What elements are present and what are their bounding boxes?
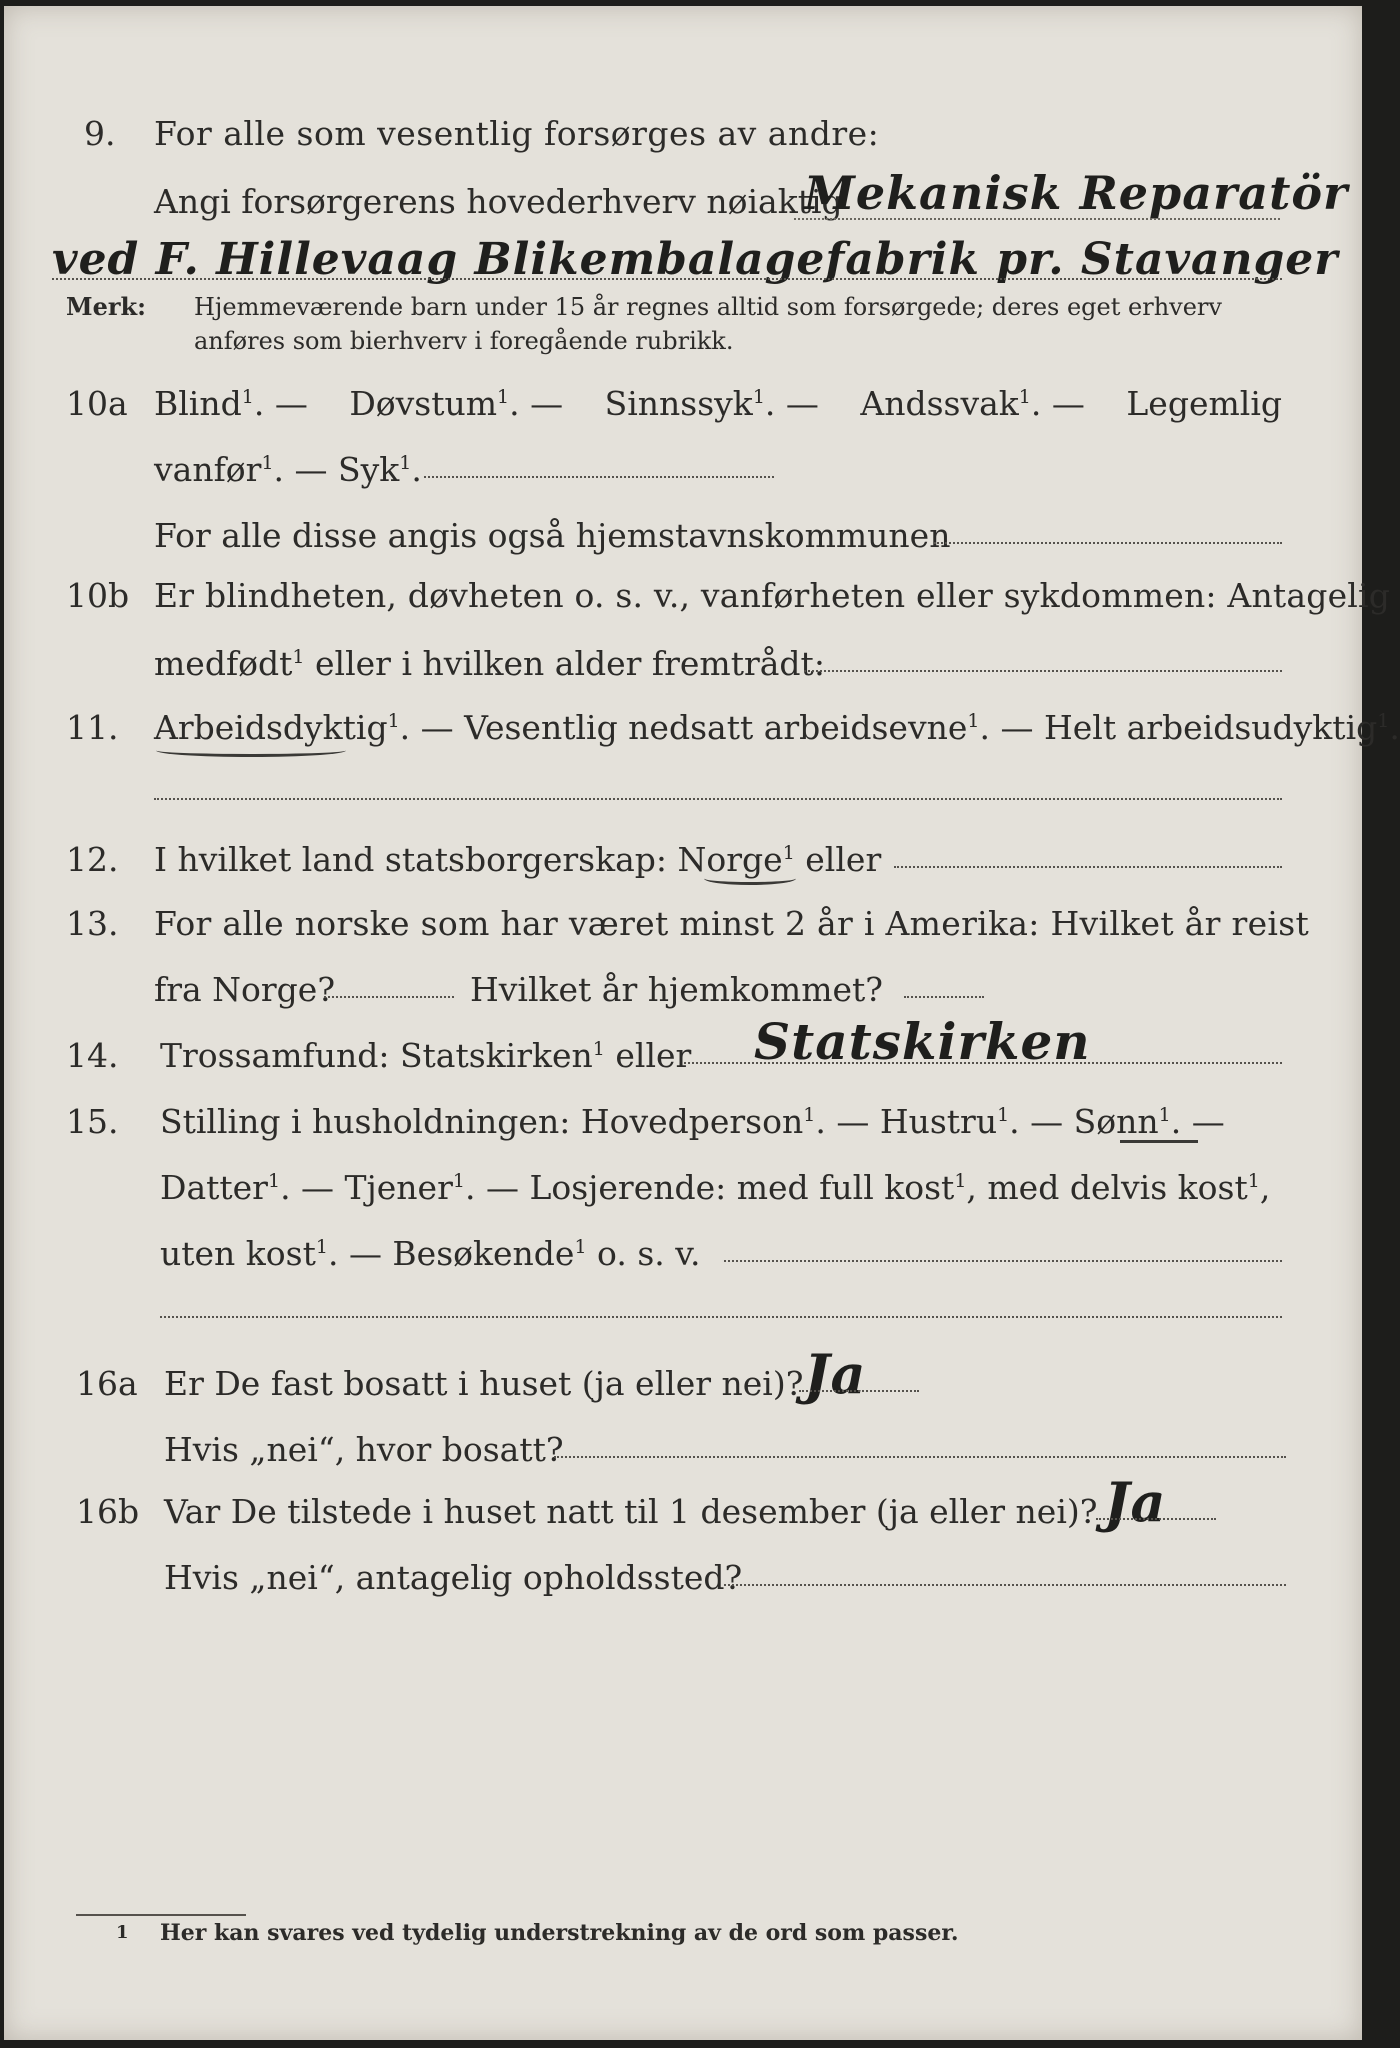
q15-number: 15.	[66, 1102, 119, 1141]
q15-delvis: , med delvis kost	[966, 1168, 1248, 1207]
q10a-dovstum: Døvstum	[349, 384, 498, 423]
q15-sonn: — Sønn	[1030, 1102, 1159, 1141]
merk-line1: Hjemmeværende barn under 15 år regnes alltid som forsørgede; deres eget erhverv	[194, 293, 1222, 321]
q14-line: Trossamfund: Statskirken$^1$ eller	[160, 1036, 692, 1075]
q16a-line2-rule	[554, 1456, 1286, 1458]
q14-eller: eller	[615, 1036, 692, 1075]
q9-number: 9.	[84, 114, 116, 153]
q15-line2: Datter$^1$. — Tjener$^1$. — Losjerende: med full kost$^1$, med delvis kost$^1$,	[160, 1168, 1271, 1207]
q9-answer-line1: Mekanisk Reparatör	[804, 166, 1349, 220]
q12-line: I hvilket land statsborgerskap: Norge$^1$ eller	[154, 840, 882, 879]
q13-reist-rule	[324, 996, 454, 998]
q12-eller: eller	[805, 840, 882, 879]
q15-hustru: — Hustru	[836, 1102, 998, 1141]
q16b-line2: Hvis „nei“, antagelig opholdssted?	[164, 1558, 743, 1597]
q15-line4-rule	[160, 1316, 1282, 1318]
q13-number: 13.	[66, 904, 119, 943]
q10a-line2: vanfør$^1$. — Syk$^1$.	[154, 450, 422, 489]
merk-label: Merk:	[66, 292, 146, 321]
footnote-rule	[76, 1914, 246, 1916]
q15-datter: Datter	[160, 1168, 268, 1207]
q16b-answer-rule	[1096, 1518, 1216, 1520]
q9-line1: For alle som vesentlig forsørges av andre:	[154, 114, 880, 153]
census-form-page	[4, 6, 1400, 2040]
q16a-number: 16a	[76, 1364, 138, 1403]
q10a-line3: For alle disse angis også hjemstavnskommunen	[154, 516, 951, 555]
q15-line1: Stilling i husholdningen: Hovedperson$^1$. — Hustru$^1$. — Sønn$^1$. —	[160, 1102, 1225, 1141]
q16a-line2: Hvis „nei“, hvor bosatt?	[164, 1430, 564, 1469]
q11-handwritten-underline	[156, 744, 346, 757]
q9-answer-line2-rule	[52, 278, 1282, 280]
q10a-line3-rule	[934, 542, 1282, 544]
q11-rule	[154, 798, 1282, 800]
q12-rule	[894, 866, 1282, 868]
q16b-answer: Ja	[1104, 1470, 1167, 1534]
q10a-syk-rule	[424, 476, 774, 478]
q12-handwritten-underline	[704, 872, 796, 885]
q10b-alder: eller i hvilken alder fremtrådt:	[315, 644, 825, 683]
q9-line2-label: Angi forsørgerens hovederhverv nøiaktig	[154, 182, 843, 221]
q14-rule	[684, 1062, 1282, 1064]
q15-line3-rule	[724, 1260, 1282, 1262]
q16a-answer: Ja	[804, 1342, 867, 1406]
q11-number: 11.	[66, 708, 119, 747]
q11-arbeidsdyktig: Arbeidsdyktig	[154, 708, 388, 747]
q13-hjemkommet-rule	[904, 996, 984, 998]
q13-line2a: fra Norge?	[154, 970, 336, 1009]
q10a-andssvak: Andssvak	[860, 384, 1019, 423]
q10a-sinnssyk: Sinnssyk	[604, 384, 753, 423]
q10a-number: 10a	[66, 384, 128, 423]
q15-besokende: — Besøkende	[348, 1234, 575, 1273]
q16b-line1: Var De tilstede i huset natt til 1 desember (ja eller nei)?	[164, 1492, 1098, 1531]
q15-losjerende: — Losjerende: med full kost	[485, 1168, 955, 1207]
q10a-legemlig: Legemlig	[1126, 384, 1282, 423]
q16a-line1: Er De fast bosatt i huset (ja eller nei)?	[164, 1364, 804, 1403]
q15-sonn-underline	[1120, 1140, 1198, 1143]
q9-answer-line2: ved F. Hillevaag Blikembalagefabrik pr. Stavanger	[52, 234, 1339, 285]
q9-answer-line1-rule	[794, 218, 1280, 220]
merk-line2: anføres som bierhverv i foregående rubrikk.	[194, 327, 734, 355]
q11-line: Arbeidsdyktig$^1$. — Vesentlig nedsatt arbeidsevne$^1$. — Helt arbeidsudyktig$^1$.	[154, 708, 1400, 747]
q10b-line1: Er blindheten, døvheten o. s. v., vanførheten eller sykdommen: Antagelig	[154, 576, 1391, 615]
q10b-line2-rule	[804, 670, 1282, 672]
q15-uten-kost: uten kost	[160, 1234, 316, 1273]
q10b-line2: medfødt$^1$ eller i hvilken alder fremtrådt:	[154, 644, 825, 683]
q10a-blind: Blind	[154, 384, 242, 423]
q14-number: 14.	[66, 1036, 119, 1075]
q12-label: I hvilket land statsborgerskap:	[154, 840, 668, 879]
q15-tjener: — Tjener	[301, 1168, 453, 1207]
q11-udyktig: — Helt arbeidsudyktig	[1000, 708, 1378, 747]
footnote-mark: 1	[116, 1922, 129, 1943]
q12-number: 12.	[66, 840, 119, 879]
q15-osv: o. s. v.	[597, 1234, 701, 1273]
q13-line2b: Hvilket år hjemkommet?	[470, 970, 883, 1009]
q15-hovedperson: Stilling i husholdningen: Hovedperson	[160, 1102, 804, 1141]
q10a-line1: Blind$^1$. — Døvstum$^1$. — Sinnssyk$^1$. — Andssvak$^1$. — Legemlig	[154, 384, 1282, 423]
q16a-answer-rule	[799, 1390, 919, 1392]
q10a-syk: Syk	[338, 450, 400, 489]
q13-line1: For alle norske som har været minst 2 år i Amerika: Hvilket år reist	[154, 904, 1310, 943]
q10a-vanfor: vanfør	[154, 450, 262, 489]
q11-nedsatt: — Vesentlig nedsatt arbeidsevne	[420, 708, 968, 747]
q15-line3: uten kost$^1$. — Besøkende$^1$ o. s. v.	[160, 1234, 701, 1273]
q12-norge: Norge	[677, 840, 783, 879]
q16b-number: 16b	[76, 1492, 140, 1531]
q14-label: Trossamfund: Statskirken	[160, 1036, 593, 1075]
q14-answer: Statskirken	[754, 1012, 1091, 1071]
q10b-number: 10b	[66, 576, 130, 615]
q10b-medfodt: medfødt	[154, 644, 293, 683]
q16b-line2-rule	[724, 1584, 1286, 1586]
footnote-text: Her kan svares ved tydelig understrekning av de ord som passer.	[160, 1920, 959, 1946]
